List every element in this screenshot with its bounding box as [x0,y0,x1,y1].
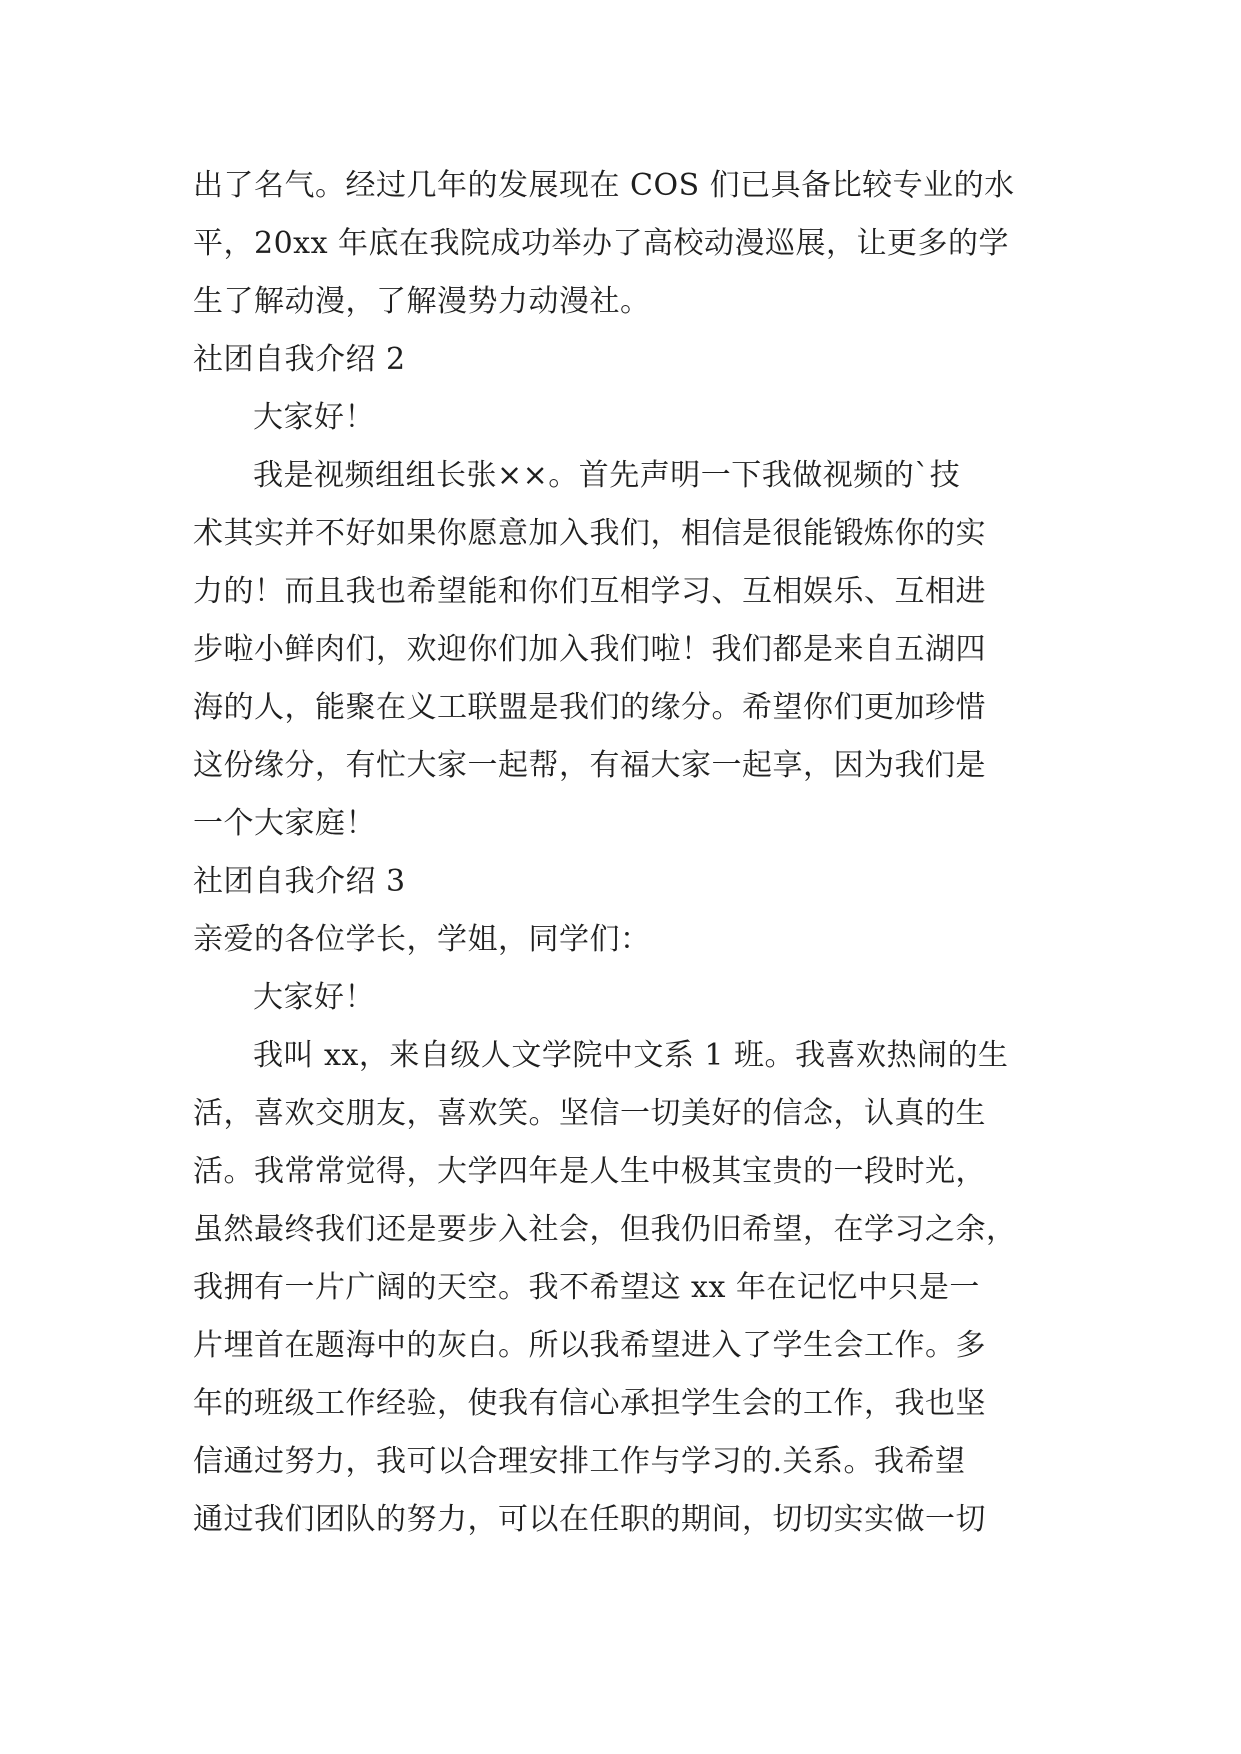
paragraph-line: 活，喜欢交朋友，喜欢笑。坚信一切美好的信念，认真的生 [193,1096,986,1131]
paragraph-line: 我叫 xx，来自级人文学院中文系 1 班。我喜欢热闹的生 [253,1038,1009,1073]
paragraph-line: 生了解动漫，了解漫势力动漫社。 [193,284,651,319]
paragraph-line: 虽然最终我们还是要步入社会，但我仍旧希望，在学习之余， [193,1212,1017,1247]
paragraph-line: 片埋首在题海中的灰白。所以我希望进入了学生会工作。多 [193,1328,986,1363]
paragraph-line: 术其实并不好如果你愿意加入我们，相信是很能锻炼你的实 [193,516,986,551]
paragraph-line: 我拥有一片广阔的天空。我不希望这 xx 年在记忆中只是一 [193,1270,980,1305]
salutation-line: 亲爱的各位学长，学姐，同学们： [193,922,651,957]
paragraph-line: 力的！而且我也希望能和你们互相学习、互相娱乐、互相进 [193,574,986,609]
paragraph-line: 通过我们团队的努力，可以在任职的期间，切切实实做一切 [193,1502,986,1537]
paragraph-line: 活。我常常觉得，大学四年是人生中极其宝贵的一段时光， [193,1154,986,1189]
section-heading: 社团自我介绍 2 [193,342,406,377]
paragraph-line: 出了名气。经过几年的发展现在 COS 们已具备比较专业的水 [193,168,1015,203]
paragraph-line: 年的班级工作经验，使我有信心承担学生会的工作，我也坚 [193,1386,986,1421]
paragraph-line: 步啦小鲜肉们，欢迎你们加入我们啦！我们都是来自五湖四 [193,632,986,667]
section-heading: 社团自我介绍 3 [193,864,406,899]
paragraph-line: 海的人，能聚在义工联盟是我们的缘分。希望你们更加珍惜 [193,690,986,725]
paragraph-line: 平，20xx 年底在我院成功举办了高校动漫巡展，让更多的学 [193,226,1010,261]
paragraph-line: 这份缘分，有忙大家一起帮，有福大家一起享，因为我们是 [193,748,986,783]
document-body [193,157,1055,1549]
greeting-line: 大家好！ [253,980,375,1015]
greeting-line: 大家好！ [253,400,375,435]
paragraph-line: 我是视频组组长张××。首先声明一下我做视频的`技 [253,458,961,493]
paragraph-line: 一个大家庭！ [193,806,376,841]
paragraph-line: 信通过努力，我可以合理安排工作与学习的.关系。我希望 [193,1444,966,1479]
